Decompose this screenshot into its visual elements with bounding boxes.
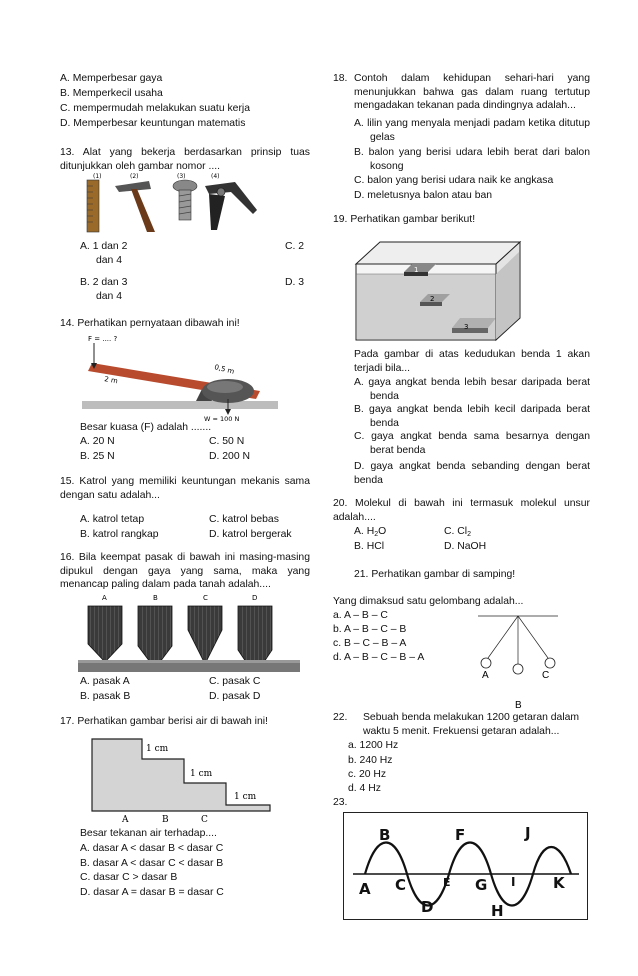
q23-label-g: G <box>475 876 488 894</box>
q19-label-2: 2 <box>430 295 435 303</box>
q12-option-a: A. Memperbesar gaya <box>60 73 163 84</box>
q12-option-c: C. mempermudah melakukan suatu kerja <box>60 103 251 114</box>
q16-label-d: D <box>252 594 258 602</box>
q17-label-a: A <box>122 815 129 823</box>
q17-label-b: B <box>162 815 169 823</box>
q23-label-c: C <box>395 876 407 894</box>
q13-option-d: D. 3 <box>285 277 305 288</box>
q18-option-b: B. balon yang berisi udara lebih berat dari balon kosong <box>354 147 590 172</box>
q14-option-d: D. 200 N <box>209 451 251 462</box>
q21-option-b: b. A – B – C – B <box>333 624 407 635</box>
q23-wave-image <box>343 812 588 920</box>
q21-label-b: B <box>515 700 522 710</box>
q13-label-3: (3) <box>177 173 186 180</box>
q14-subquestion: Besar kuasa (F) adalah ....... <box>80 422 212 433</box>
q15-option-c: C. katrol bebas <box>209 514 279 525</box>
q17-subquestion: Besar tekanan air terhadap.... <box>80 828 217 839</box>
q20-question: 20. Molekul di bawah ini termasuk molekul unsur adalah.... <box>333 498 590 523</box>
q23-label-e: E <box>443 876 451 889</box>
q13-option-a-cont: dan 4 <box>96 255 123 266</box>
q21-option-c: c. B – C – B – A <box>333 638 407 649</box>
q20-option-d: D. NaOH <box>444 541 487 552</box>
q23-label-i: I <box>511 875 516 889</box>
q13-label-1: (1) <box>93 173 102 180</box>
q14-lever-image <box>82 333 278 421</box>
q19-option-c: C. gaya angkat benda sama besarnya dengan berat benda <box>354 431 590 456</box>
q21-option-a: a. A – B – C <box>333 610 388 621</box>
q13-option-b-cont: dan 4 <box>96 291 123 302</box>
q15-option-b: B. katrol rangkap <box>80 529 159 540</box>
q18-option-d: D. meletusnya balon atau ban <box>354 190 493 201</box>
q13-option-c: C. 2 <box>285 241 305 252</box>
q23-label-b: B <box>379 826 391 844</box>
q22-option-c: c. 20 Hz <box>348 769 387 780</box>
q20-option-c: C. $Cl_2$ <box>444 526 471 538</box>
q13-option-b: B. 2 dan 3 <box>80 277 128 288</box>
q19-label-3: 3 <box>464 323 469 331</box>
q18-number: 18. <box>333 73 348 84</box>
q13-option-a: A. 1 dan 2 <box>80 241 128 252</box>
q14-weight-label: W = 100 N <box>204 415 240 421</box>
q13-label-2: (2) <box>130 173 139 180</box>
q19-option-a: A. gaya angkat benda lebih besar daripada berat benda <box>354 377 590 402</box>
q23-label-h: H <box>491 902 504 920</box>
q17-label-c: C <box>201 815 208 823</box>
q14-option-b: B. 25 N <box>80 451 115 462</box>
q17-question: 17. Perhatikan gambar berisi air di bawah ini! <box>60 716 268 727</box>
q23-label-a: A <box>359 880 371 898</box>
q21-subquestion: Yang dimaksud satu gelombang adalah... <box>333 596 524 607</box>
q17-water-container-image <box>86 733 272 823</box>
q22-option-b: b. 240 Hz <box>348 755 393 766</box>
q19-option-b: B. gaya angkat benda lebih kecil daripada berat benda <box>354 404 590 429</box>
q14-2m-label: 2 m <box>103 375 119 386</box>
q16-label-c: C <box>203 594 208 602</box>
q16-option-a: A. pasak A <box>80 676 130 687</box>
q19-subquestion: Pada gambar di atas kedudukan benda 1 akan terjadi bila... <box>354 349 590 374</box>
q20-option-b: B. HCl <box>354 541 385 552</box>
q15-option-d: D. katrol bergerak <box>209 529 292 540</box>
q23-label-j: J <box>525 824 531 842</box>
q14-question: 14. Perhatikan pernyataan dibawah ini! <box>60 318 240 329</box>
q17-dim-2: 1 cm <box>190 769 213 779</box>
q22-question: Sebuah benda melakukan 1200 getaran dalam waktu 5 menit. Frekuensi getaran adalah... <box>363 712 580 737</box>
q22-option-d: d. 4 Hz <box>348 783 381 794</box>
q22-number: 22. <box>333 712 348 723</box>
q14-option-a: A. 20 N <box>80 436 115 447</box>
q14-force-label: F = .... ? <box>88 335 118 343</box>
q16-wedges-image <box>78 592 300 672</box>
q17-option-b: B. dasar A < dasar C < dasar B <box>80 858 224 869</box>
q17-option-c: C. dasar C > dasar B <box>80 872 178 883</box>
q21-question: 21. Perhatikan gambar di samping! <box>354 569 516 580</box>
q16-label-a: A <box>102 594 107 602</box>
q23-number: 23. <box>333 797 348 808</box>
q12-option-b: B. Memperkecil usaha <box>60 88 163 99</box>
q23-label-k: K <box>553 874 565 892</box>
q13-question: 13. Alat yang bekerja berdasarkan prinsip tuas ditunjukkan oleh gambar nomor .... <box>60 147 310 172</box>
q19-label-1: 1 <box>414 266 419 274</box>
q17-option-d: D. dasar A = dasar B = dasar C <box>80 887 224 898</box>
q15-question: 15. Katrol yang memiliki keuntungan mekanis sama dengan satu adalah... <box>60 476 310 501</box>
q14-option-c: C. 50 N <box>209 436 245 447</box>
q22-option-a: a. 1200 Hz <box>348 740 399 751</box>
q21-option-d: d. A – B – C – B – A <box>333 652 425 663</box>
q16-option-c: C. pasak C <box>209 676 261 687</box>
q18-option-a: A. lilin yang menyala menjadi padam ketika ditutup gelas <box>354 118 590 143</box>
q19-option-d: D. gaya angkat benda sebanding dengan berat benda <box>354 461 590 486</box>
q20-option-a: A. $H_2O$ <box>354 526 387 538</box>
q23-label-d: D <box>421 898 434 916</box>
q12-option-d: D. Memperbesar keuntungan matematis <box>60 118 246 129</box>
q13-tools-image <box>85 172 260 234</box>
q13-label-4: (4) <box>211 173 220 180</box>
q15-option-a: A. katrol tetap <box>80 514 145 525</box>
q21-pendulum-image <box>472 612 562 710</box>
q19-aquarium-image <box>352 238 524 342</box>
q18-question: Contoh dalam kehidupan sehari-hari yang menunjukkan bahwa gas dalam ruang tertutup mengadakan tekanan pada dindingnya adalah... <box>354 73 590 112</box>
q21-label-c: C <box>542 670 550 681</box>
q16-question: 16. Bila keempat pasak di bawah ini masing-masing dipukul dengan gaya yang sama, maka yang menancap paling dalam pada tanah adalah.... <box>60 552 310 591</box>
q16-option-d: D. pasak D <box>209 691 261 702</box>
q23-label-f: F <box>455 826 466 844</box>
q18-option-c: C. balon yang berisi udara naik ke angkasa <box>354 175 554 186</box>
q21-label-a: A <box>482 670 489 681</box>
q19-question: 19. Perhatikan gambar berikut! <box>333 214 476 225</box>
q16-option-b: B. pasak B <box>80 691 131 702</box>
q17-dim-3: 1 cm <box>234 792 257 802</box>
q17-dim-1: 1 cm <box>146 744 169 754</box>
q14-05m-label: 0,5 m <box>213 363 236 376</box>
q17-option-a: A. dasar A < dasar B < dasar C <box>80 843 224 854</box>
q16-label-b: B <box>153 594 158 602</box>
